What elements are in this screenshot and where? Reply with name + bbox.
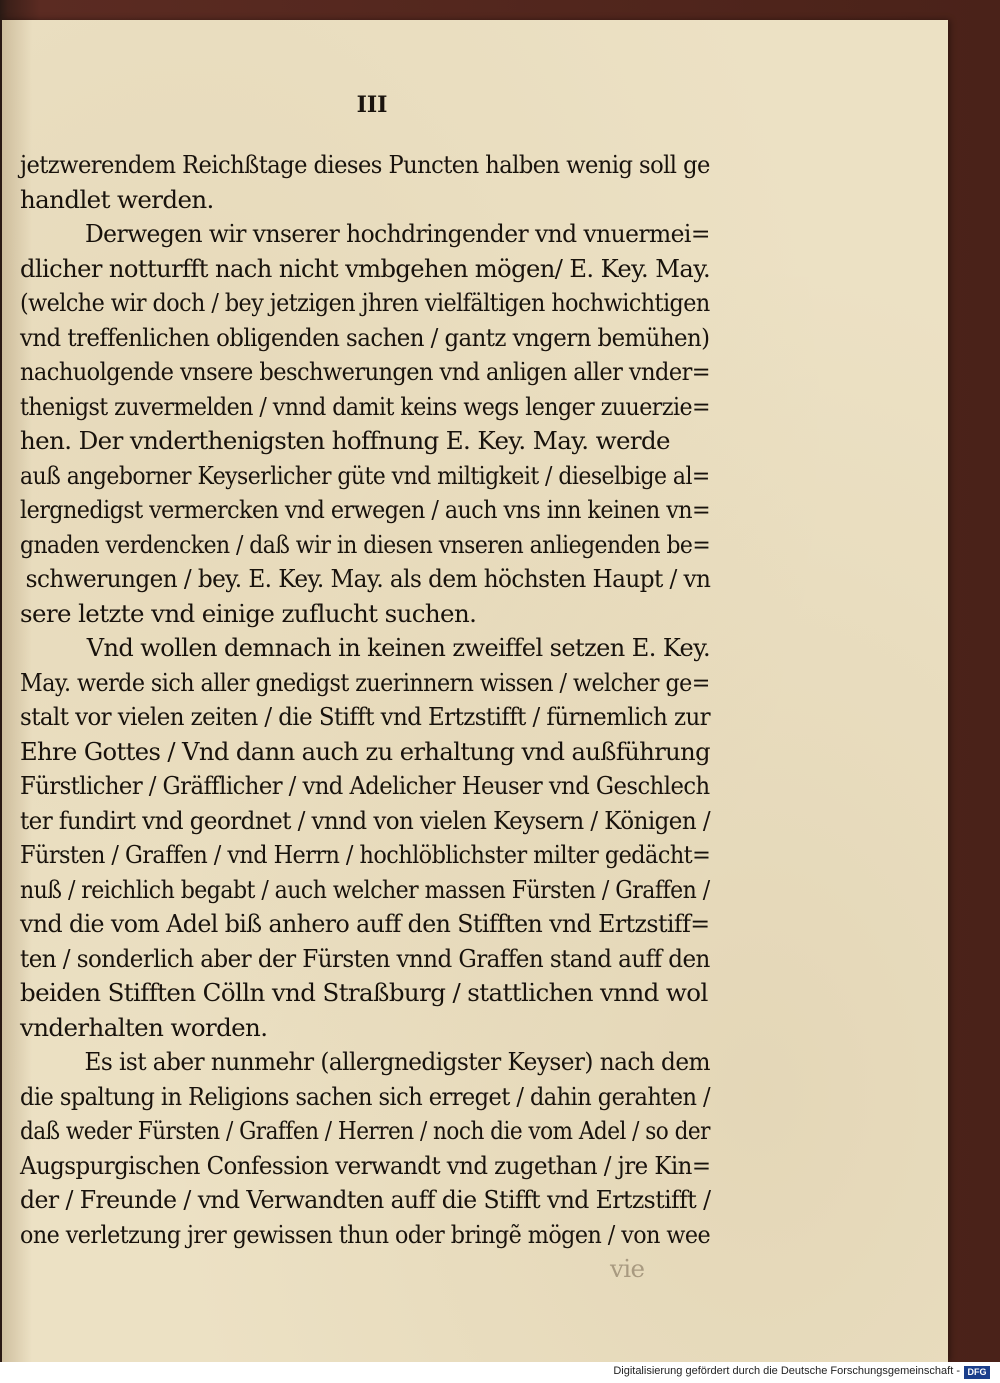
text-line: one verletzung jrer gewissen thun oder bringẽ mögen / von wee bbox=[20, 1219, 711, 1249]
text-line: ten / sonderlich aber der Fürsten vnnd Graffen stand auff den bbox=[20, 943, 710, 973]
dfg-logo-icon: DFG bbox=[964, 1366, 990, 1379]
text-line: auß angeborner Keyserlicher güte vnd miltigkeit / dieselbige al= bbox=[20, 460, 710, 490]
funding-credit: Digitalisierung gefördert durch die Deutsche Forschungsgemeinschaft - bbox=[613, 1365, 960, 1377]
body-text bbox=[20, 148, 710, 1287]
text-line: Vnd wollen demnach in keinen zweiffel setzen E. Key. bbox=[86, 633, 711, 662]
text-line: Fürstlicher / Gräfflicher / vnd Adelicher Heuser vnd Geschlech bbox=[20, 771, 710, 800]
text-line: lergnedigst vermercken vnd erwegen / auch vns inn keinen vn= bbox=[20, 495, 711, 524]
text-line: (welche wir doch / bey jetzigen jhren vielfältigen hochwichtigen bbox=[20, 288, 710, 317]
catchword: vie bbox=[610, 1254, 645, 1283]
text-line: gnaden verdencken / daß wir in diesen vnseren anliegenden be= bbox=[20, 529, 711, 559]
text-line: Ehre Gottes / Vnd dann auch zu erhaltung vnd außführung bbox=[20, 736, 711, 766]
text-line: dlicher notturfft nach nicht vmbgehen mögen/ E. Key. May. bbox=[20, 253, 711, 283]
text-line: vnd treffenlichen obligenden sachen / gantz vngern bemühen) bbox=[20, 322, 710, 352]
text-line: Derwegen wir vnserer hochdringender vnd vnuermei= bbox=[84, 219, 710, 248]
text-line: ter fundirt vnd geordnet / vnnd von vielen Keysern / Königen / bbox=[20, 805, 711, 835]
footer-bar bbox=[0, 1362, 1000, 1383]
page-number: III bbox=[356, 92, 388, 118]
scanned-page bbox=[2, 20, 948, 1362]
text-line: der / Freunde / vnd Verwandten auff die Stifft vnd Ertzstifft / bbox=[20, 1185, 711, 1214]
text-line: handlet werden. bbox=[20, 184, 214, 214]
text-line: vnderhalten worden. bbox=[20, 1012, 268, 1042]
text-line: sere letzte vnd einige zuflucht suchen. bbox=[20, 598, 477, 628]
text-line: schwerungen / bey. E. Key. May. als dem höchsten Haupt / vn bbox=[25, 564, 711, 593]
text-line: vnd die vom Adel biß anhero auff den Stifften vnd Ertzstiff= bbox=[20, 909, 710, 938]
text-line: nuß / reichlich begabt / auch welcher massen Fürsten / Graffen / bbox=[20, 874, 710, 904]
text-line: die spaltung in Religions sachen sich erreget / dahin gerahten / bbox=[20, 1081, 711, 1111]
text-line: Es ist aber nunmehr (allergnedigster Keyser) nach dem bbox=[84, 1047, 710, 1076]
text-line: jetzwerendem Reichßtage dieses Puncten halben wenig soll ge bbox=[20, 150, 710, 179]
text-line: beiden Stifften Cölln vnd Straßburg / stattlichen vnnd wol bbox=[20, 978, 708, 1007]
text-line: Augspurgischen Confession verwandt vnd zugethan / jre Kin= bbox=[20, 1150, 711, 1180]
text-line: Fürsten / Graffen / vnd Herrn / hochlöblichster milter gedächt= bbox=[20, 840, 711, 869]
text-line: stalt vor vielen zeiten / die Stifft vnd Ertzstifft / fürnemlich zur bbox=[20, 702, 711, 731]
text-line: daß weder Fürsten / Graffen / Herren / noch die vom Adel / so der bbox=[20, 1116, 710, 1145]
text-line: hen. Der vnderthenigsten hoffnung E. Key. May. werde bbox=[20, 426, 670, 455]
text-line: nachuolgende vnsere beschwerungen vnd anligen aller vnder= bbox=[20, 357, 711, 386]
text-line: thenigst zuvermelden / vnnd damit keins wegs lenger zuuerzie= bbox=[20, 391, 711, 421]
text-line: May. werde sich aller gnedigst zuerinnern wissen / welcher ge= bbox=[20, 667, 710, 697]
